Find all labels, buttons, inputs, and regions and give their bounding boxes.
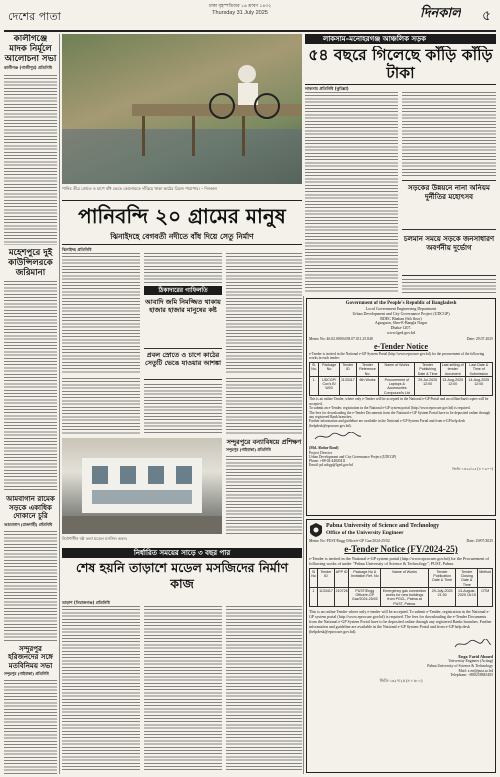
lged-table-header	[310, 362, 493, 377]
pust-td: 1133417	[318, 588, 335, 607]
pust-signer-phone: Telephone: +880258845405	[450, 673, 493, 678]
story1-body	[4, 75, 57, 245]
lged-heading: e-Tender Notice	[374, 341, 428, 351]
pust-signer-name: Engr. Farid Ahmed	[458, 654, 493, 660]
lged-line3: RDEC Bhaban (6th floor)	[380, 315, 422, 321]
pull-quote-text: সড়কের উন্নয়নে নানা অনিয়ম দুর্নীতির মহোৎসব	[408, 184, 490, 201]
top-right-pull-quote	[402, 180, 496, 230]
lged-th: Last Date & Time of Submission	[465, 362, 492, 377]
pust-td: 210726	[334, 588, 349, 607]
lged-line2: Urban Development and City Governance Project (UDCGP)	[352, 310, 450, 316]
lged-td: UDCGP/ Cox's B/ W03	[319, 377, 340, 396]
story3-body	[4, 531, 57, 641]
left-divider	[59, 34, 60, 774]
story4-headline: সন্দুরপুর হরিজনদের সঙ্গে মতবিনিময় সভা	[8, 644, 53, 670]
pust-intro: e-Tender is invited in the National e-GP system portal (http://www.eprocure.gov.bd) for the Procurement of following works of under "Pabna University of Science & Technology", PUST, Pabna.	[309, 556, 489, 567]
top-right-kicker: লাকসাম–মনোহরগঞ্জ আঞ্চলিক সড়ক	[305, 34, 496, 44]
main-box	[144, 286, 222, 346]
story3-headline: আমবাগান রামেক সড়কে একাধিক দোকানে চুরি	[6, 495, 55, 520]
lged-signer-email: Email: pd.udcgp@lged.gov.bd	[309, 463, 353, 468]
table-row	[310, 588, 493, 607]
pust-office: Office of the University Engineer	[326, 530, 404, 536]
main-headline: পানিবন্দি ২০ গ্রামের মানুষ	[78, 204, 286, 228]
lged-para1: This is an online Tender, where only e-Tender will be accepted in the National e-GP Portal and no offline/hard copies will be accepted.	[309, 397, 489, 406]
top-right-body-col2a	[402, 92, 496, 178]
lged-signer-name: (Md. Abdur Rouf)	[309, 446, 339, 451]
lged-signer-title2: Urban Development and City Governance Project (UDCGP)	[309, 454, 397, 459]
story3-byline: আমবাগান (রাজশাহী) প্রতিনিধি	[4, 521, 53, 527]
main-byline: ঝিনাইদহ প্রতিনিধি	[62, 247, 92, 252]
side-body	[226, 456, 302, 536]
pust-memo-date: Date: 29/07/2025	[466, 539, 493, 543]
pust-td: OTM	[478, 588, 493, 607]
lged-td: 6th Works	[356, 377, 379, 396]
photo2-caption: নির্মাণাধীন ষষ্ঠ তলা মডেল মসজিদ ভবন।	[62, 536, 128, 541]
story1-byline: কালীগঞ্জ (গাজীপুর) প্রতিনিধি	[4, 65, 53, 70]
pust-signer-title1: University Engineer (Acting)	[448, 659, 493, 664]
lged-td: 1133417	[340, 377, 357, 396]
pust-memo: Memo No: PUST/Engg Office/e-GP Gaz/2024-25/02	[309, 539, 390, 543]
lged-td: 13-Aug-2025 12:00	[440, 377, 465, 396]
lged-td: Procurement of Laptops & Accessories Compound's Ltd	[379, 377, 415, 396]
lged-signer-phone: Phone: +88-02-44820411	[309, 459, 346, 464]
side-byline: সন্দুরপুর (গাইবান্ধা) প্রতিনিধি	[226, 447, 271, 452]
lged-th: Name of Works	[379, 362, 415, 377]
pust-heading: e-Tender Notice (FY/2024-25)	[344, 544, 458, 554]
lged-memo-date: Date: 29.07.2025	[466, 336, 493, 341]
pust-tender-table	[309, 568, 493, 607]
top-right-body-col2b	[402, 279, 496, 294]
lged-th: Sl. No.	[310, 362, 319, 377]
header-date-bn: ঢাকা বৃহস্পতিবার ১৬ শ্রাবণ ১৪৩২	[208, 4, 272, 9]
header-rule	[4, 30, 496, 32]
lged-signer-title1: Project Director	[309, 450, 333, 455]
page-header	[0, 0, 500, 28]
main-body-col1b	[62, 378, 140, 434]
rickshaw-bridge-photo	[62, 34, 302, 184]
lged-para2: To submit an e-Tender, registration in the National e-GP system portal (http://www.eprocure.gov.bd) is required.	[309, 406, 471, 411]
story1-headline: কালীগঞ্জে মাদক নির্মূলে আলোচনা সভা	[4, 34, 57, 64]
page-number: ৫	[482, 8, 492, 24]
lged-td: 1.	[310, 377, 319, 396]
section-name: দেশের পাতা	[8, 10, 61, 23]
pust-th: Tender Closing Date & Time	[456, 569, 478, 588]
pust-td: 29-July-2025 21:30	[428, 588, 455, 607]
lged-line1: Local Government Engineering Department	[365, 306, 437, 311]
side-headline: সন্দুরপুরে বন্যাবিষয়ে প্রশিক্ষণ	[226, 438, 302, 446]
lged-gov-title: Government of the People's Republic of Bangladesh	[345, 301, 457, 306]
pust-td: Emergency gas connection works for new buildings from PGCL, Pabna at PUST, Pabna.	[381, 588, 429, 607]
story4-byline: সন্দুরপুর (গাইবান্ধা) প্রতিনিধি	[4, 671, 49, 676]
top-right-headline: ৫৪ বছরে গিলেছে কাঁড়ি কাঁড়ি টাকা	[308, 46, 493, 82]
lged-intro: e-Tender is invited in the National e-GP System Portal (http://www.eprocure.gov.bd) for the procurement of the following works in each tender:	[309, 351, 485, 361]
lged-para4: Further information and guideline are available in the National e-GP System Portal and from e-GP help desk (helpdesk@eprocure.gov.bd).	[309, 419, 466, 428]
left-column	[4, 34, 57, 774]
main-body-col2b	[144, 384, 222, 434]
story4-body	[4, 680, 57, 774]
pust-header	[309, 522, 493, 538]
main-box-quote: আবাদি জমি নিমজ্জিত থাকায় হাজার হাজার মানুষের কষ্ট	[145, 298, 221, 314]
mosque-headline: শেষ হয়নি তাড়াশে মডেল মসজিদের নির্মাণ কাজ	[75, 560, 289, 591]
lged-signature	[313, 432, 363, 441]
pust-th: Package No & Invitation Ref. No	[349, 569, 381, 588]
pust-th: Tender Publication Date & Time	[428, 569, 455, 588]
main-body-col3	[226, 253, 302, 373]
pust-signature-block	[309, 636, 493, 677]
lged-td: 29-Jul-2025 12:00	[415, 377, 440, 396]
pust-tender-notice	[306, 519, 496, 773]
story2-body	[4, 281, 57, 491]
pust-table-header	[310, 569, 493, 588]
pust-td: 1	[310, 588, 318, 607]
pust-signer-title2: Pabna University of Science & Technology	[427, 664, 493, 668]
lged-memo: Memo No: 46.02.0000.658.07.011.25.840	[309, 336, 373, 341]
main-quote2-text: প্রবল স্রোতে ও চাপে কাঠের সেতুটি ভেঙে যাওয়ার আশঙ্কা	[145, 351, 221, 367]
main-top-rule	[62, 200, 302, 201]
pust-td: 13-August-2025 16:15	[456, 588, 478, 607]
story2-headline: মহেশপুরে দুই কাউন্সিলরকে জরিমানা	[8, 248, 53, 278]
masthead-logo: দিনকাল	[420, 6, 461, 21]
top-right-story	[305, 34, 496, 294]
pull-quote2-text: চলমান সময়ে সড়কে জনসাধারণ অবর্ণনীয় দুর্ভোগ	[403, 235, 495, 252]
lged-th: Tender Publishing Date & Time	[415, 362, 440, 377]
mosque-body-col2	[144, 606, 222, 772]
photo1-caption: পানির তীব্র স্রোতে ও চাপে বাঁধ ভেঙে কোনোমতে দাঁড়িয়ে থাকা কাঠের ব্রিজে পারাপার। – দিনকাল	[62, 186, 218, 191]
main-body-col3b	[226, 378, 302, 434]
mosque-photo	[62, 438, 222, 534]
pust-para: This is an online Tender where only e-tender will be accepted. To submit e-Tender, registration in the National e-GP system portal (http://www.eprocure.gov.bd) is required. The fees for downloading the e-Tender Documents from the National e-GP System Portal have to be deposited online through any registered Banks branches. Further information and guideline are available in the National e-GP System Portal and from e-GP help desk (helpdesk@eprocure.gov.bd).	[309, 609, 492, 635]
mosque-sketch	[62, 438, 222, 534]
pust-th: Sl No	[310, 569, 318, 588]
lged-th: Last selling of tender document	[441, 363, 464, 376]
lged-tender-table	[309, 362, 493, 397]
top-right-body-col1	[305, 92, 398, 292]
main-sub-rule	[62, 244, 302, 245]
top-right-pull-quote2	[402, 232, 496, 276]
pust-signer-email: Mail: x.en@pust.ac.bd	[458, 668, 493, 673]
university-logo-icon	[309, 522, 323, 538]
pust-th: Name of Works	[381, 569, 429, 588]
mosque-kicker: নির্ধারিত সময়ের সাড়ে ৩ বছর পার	[62, 548, 302, 558]
top-right-byline: লাকসাম প্রতিনিধি (কুমিল্লা)	[305, 86, 349, 91]
pust-university: Pabna University of Science and Technology	[326, 523, 440, 529]
side-story	[226, 438, 302, 548]
lged-footer: জিডি-১৩২৬/২৫ (৪ × ৬০০)	[452, 467, 493, 472]
pust-th: APP ID	[334, 569, 349, 588]
pust-title-block	[326, 523, 439, 537]
pust-td: PUST/Engg Office/e-GP Gaz/2024-25/02	[349, 588, 381, 607]
pust-signature	[453, 639, 493, 649]
mosque-body-col1	[62, 606, 140, 772]
mosque-byline: তাড়াশ (সিরাজগঞ্জ) প্রতিনিধি	[62, 600, 110, 605]
lged-line4: Agargaon, Sher-E-Bangla Nagar	[374, 320, 428, 326]
lged-th: Tender Reference No.	[356, 362, 379, 377]
header-date-en: Thursday 31 July 2025	[212, 10, 268, 16]
lged-td: 14-Aug-2025 12:00	[465, 377, 492, 396]
lged-para3: The fees for downloading the e-Tender Documents from the National e-GP System Portal have to be deposited online through any registered Bank branches.	[309, 410, 491, 420]
top-right-rule	[305, 84, 496, 85]
main-body-col1	[62, 253, 140, 373]
lged-line6: www.lged.gov.bd	[386, 329, 416, 335]
lged-tender-notice	[306, 298, 496, 516]
photo-sketch	[62, 34, 302, 184]
lged-th: Tender ID	[340, 362, 357, 377]
pust-footer: জিডি-১৩২৭/২৫ (৪ × ৬০০)	[379, 678, 423, 683]
pust-th: Tender ID	[318, 569, 335, 588]
main-quote2	[144, 348, 222, 380]
main-subheadline: ঝিনাইদহে বেগবতী নদীতে বাঁধ দিয়ে সেতু নির্মাণ	[110, 232, 254, 241]
pust-th: Method	[478, 569, 493, 588]
lged-th: Package No	[319, 362, 340, 377]
table-row	[310, 377, 493, 396]
main-body-col2	[144, 253, 222, 283]
mid-divider	[303, 296, 304, 774]
main-box-title: ঠিকাদারের গাফিলতি	[144, 286, 222, 295]
lged-line5: Dhaka-1207.	[390, 325, 412, 331]
mosque-body-col3	[226, 606, 302, 772]
